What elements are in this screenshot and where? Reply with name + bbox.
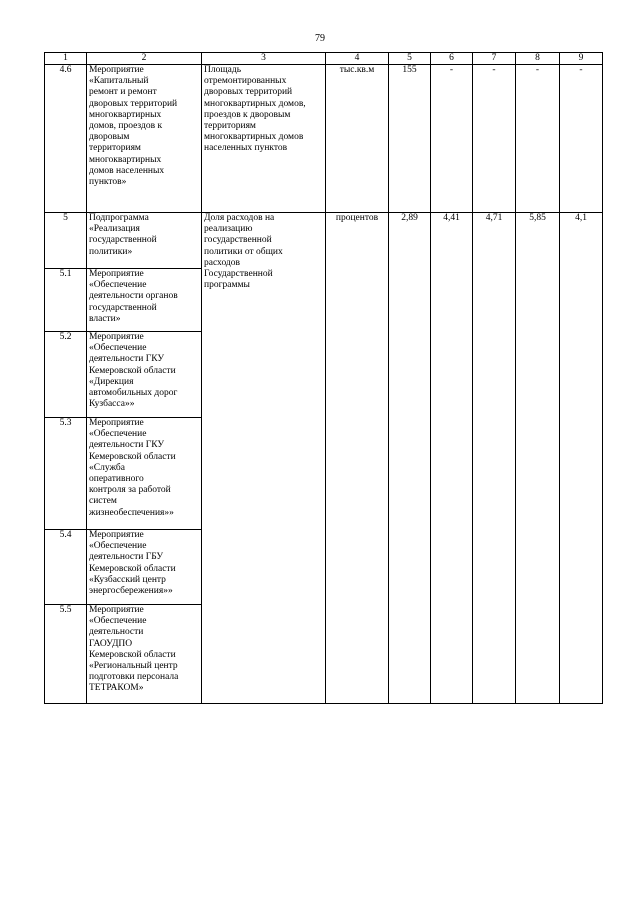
page-number: 79	[315, 33, 325, 44]
column-header: 9	[560, 53, 603, 65]
column-header: 3	[202, 53, 326, 65]
value-cell: 155	[389, 65, 431, 213]
value-cell: 4,1	[560, 213, 603, 704]
unit-of-measure: тыс.кв.м	[326, 65, 389, 213]
row-number: 5.5	[45, 605, 87, 704]
row-number: 5.2	[45, 332, 87, 418]
unit-of-measure: процентов	[326, 213, 389, 704]
column-header: 4	[326, 53, 389, 65]
row-number: 4.6	[45, 65, 87, 213]
event-name: Мероприятие «Обеспечение деятельности органов государственной власти»	[87, 269, 202, 332]
value-cell: 2,89	[389, 213, 431, 704]
value-cell: 4,71	[473, 213, 516, 704]
event-name: Мероприятие «Капитальный ремонт и ремонт дворовых территорий многоквартирных домов, проездов к дворовым территориям многоквартирных домов населенных пунктов»	[87, 65, 202, 213]
column-header: 8	[516, 53, 560, 65]
column-header: 1	[45, 53, 87, 65]
row-number: 5	[45, 213, 87, 269]
indicator-name: Доля расходов на реализацию государственной политики от общих расходов Государственной программы	[202, 213, 326, 704]
indicators-table	[44, 52, 603, 704]
event-name: Мероприятие «Обеспечение деятельности ГКУ Кемеровской области «Дирекция автомобильных дорог Кузбасса»»	[87, 332, 202, 418]
column-header: 5	[389, 53, 431, 65]
event-name: Мероприятие «Обеспечение деятельности ГАОУДПО Кемеровской области «Региональный центр подготовки персонала ТЕТРАКОМ»	[87, 605, 202, 704]
event-name: Мероприятие «Обеспечение деятельности ГБУ Кемеровской области «Кузбасский центр энергосбережения»»	[87, 530, 202, 605]
table-row	[45, 213, 603, 269]
value-cell: 5,85	[516, 213, 560, 704]
row-number: 5.3	[45, 418, 87, 530]
indicator-name: Площадь отремонтированных дворовых территорий многоквартирных домов, проездов к дворовым территориям многоквартирных домов населенных пунктов	[202, 65, 326, 213]
column-header: 7	[473, 53, 516, 65]
value-cell: -	[473, 65, 516, 213]
subprogram-name: Подпрограмма «Реализация государственной политики»	[87, 213, 202, 269]
event-name: Мероприятие «Обеспечение деятельности ГКУ Кемеровской области «Служба оперативного контроля за работой систем жизнеобеспечения»»	[87, 418, 202, 530]
value-cell: -	[431, 65, 473, 213]
row-number: 5.4	[45, 530, 87, 605]
row-number: 5.1	[45, 269, 87, 332]
column-header: 6	[431, 53, 473, 65]
value-cell: -	[560, 65, 603, 213]
column-number-row	[45, 53, 603, 65]
value-cell: -	[516, 65, 560, 213]
table-row	[45, 65, 603, 213]
value-cell: 4,41	[431, 213, 473, 704]
column-header: 2	[87, 53, 202, 65]
